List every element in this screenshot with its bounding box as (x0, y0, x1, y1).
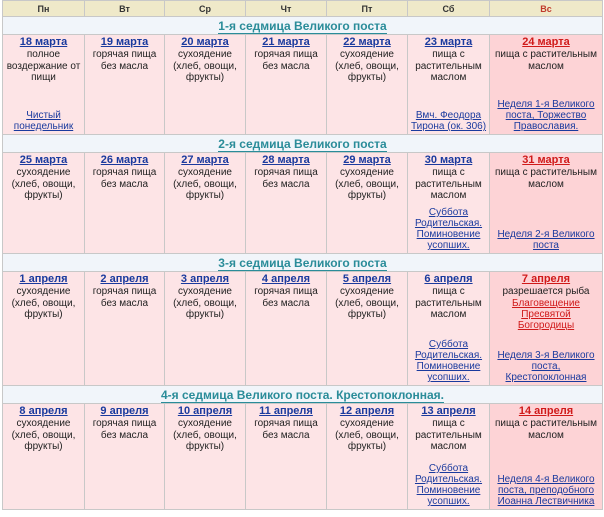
day-cell (327, 272, 408, 386)
commemoration-link[interactable]: Неделя 2-я Великого поста (497, 229, 595, 251)
day-cell (327, 404, 408, 510)
day-cell (246, 153, 327, 254)
food-rule: пища с растительным маслом (415, 418, 482, 452)
day-cell (490, 272, 603, 386)
food-rule: сухоядение (хлеб, овощи, фрукты) (11, 167, 76, 201)
food-rule: горячая пища без масла (254, 418, 318, 441)
day-date-link[interactable]: 26 марта (100, 154, 149, 166)
day-cell (408, 272, 490, 386)
day-cell (246, 404, 327, 510)
weekday-header: Ср (165, 1, 246, 17)
day-cell (3, 404, 85, 510)
day-date-link[interactable]: 8 апреля (19, 405, 68, 417)
food-rule: сухоядение (хлеб, овощи, фрукты) (11, 418, 76, 452)
food-rule: пища с растительным маслом (415, 49, 482, 83)
food-rule: сухоядение (хлеб, овощи, фрукты) (11, 286, 76, 320)
day-cell (408, 35, 490, 135)
week-title-row (3, 386, 603, 404)
day-date-link[interactable]: 27 марта (181, 154, 229, 166)
day-cell (165, 404, 246, 510)
day-date-link[interactable]: 30 марта (424, 154, 473, 166)
food-rule: горячая пища без масла (254, 286, 318, 309)
food-rule: горячая пища без масла (254, 49, 318, 72)
day-date-link[interactable]: 24 марта (522, 36, 570, 48)
food-rule: горячая пища без масла (254, 167, 318, 190)
food-rule: сухоядение (хлеб, овощи, фрукты) (335, 286, 399, 320)
day-cell (327, 35, 408, 135)
day-cell (246, 35, 327, 135)
commemoration-link[interactable]: Вмч. Феодора Тирона (ок. 306) (410, 110, 487, 132)
weekday-header-sunday: Вс (490, 1, 603, 17)
day-date-link[interactable]: 20 марта (181, 36, 229, 48)
food-rule: сухоядение (хлеб, овощи, фрукты) (173, 167, 237, 201)
food-rule: сухоядение (хлеб, овощи, фрукты) (335, 167, 399, 201)
day-date-link[interactable]: 31 марта (522, 154, 570, 166)
weekday-header: Сб (408, 1, 490, 17)
food-rule: сухоядение (хлеб, овощи, фрукты) (335, 49, 399, 83)
week-title[interactable]: 1-я седмица Великого поста (218, 18, 387, 33)
food-rule: горячая пища без масла (92, 167, 157, 190)
food-rule: горячая пища без масла (92, 286, 157, 309)
day-cell (3, 272, 85, 386)
day-cell (165, 272, 246, 386)
week-title-row (3, 254, 603, 272)
day-date-link[interactable]: 6 апреля (424, 273, 473, 285)
day-cell (85, 35, 165, 135)
day-date-link[interactable]: 4 апреля (261, 273, 311, 285)
weekday-header: Чт (246, 1, 327, 17)
day-cell (246, 272, 327, 386)
food-rule: пища с растительным маслом (495, 167, 597, 190)
day-date-link[interactable]: 12 апреля (339, 405, 395, 417)
food-rule: горячая пища без масла (92, 49, 157, 72)
day-date-link[interactable]: 23 марта (424, 36, 473, 48)
calendar-table (2, 0, 603, 510)
day-date-link[interactable]: 14 апреля (518, 405, 574, 417)
week-days-row (3, 272, 603, 386)
day-date-link[interactable]: 5 апреля (342, 273, 392, 285)
day-cell (408, 153, 490, 254)
food-rule: сухоядение (хлеб, овощи, фрукты) (173, 49, 237, 83)
food-rule: пища с растительным маслом (495, 49, 597, 72)
day-date-link[interactable]: 22 марта (343, 36, 391, 48)
food-rule: горячая пища без масла (92, 418, 157, 441)
day-date-link[interactable]: 29 марта (343, 154, 391, 166)
day-date-link[interactable]: 9 апреля (100, 405, 149, 417)
day-date-link[interactable]: 21 марта (262, 36, 310, 48)
day-cell (3, 35, 85, 135)
day-date-link[interactable]: 7 апреля (521, 273, 571, 285)
day-cell (490, 35, 603, 135)
weekday-header: Пн (3, 1, 85, 17)
week-days-row (3, 153, 603, 254)
commemoration-link[interactable]: Суббота Родительская. Поминовение усопших. (414, 339, 483, 383)
day-date-link[interactable]: 13 апреля (421, 405, 476, 417)
day-cell (490, 404, 603, 510)
day-date-link[interactable]: 10 апреля (177, 405, 233, 417)
commemoration-link[interactable]: Неделя 4-я Великого поста, преподобного Иоанна Лествичника (497, 474, 595, 507)
week-title[interactable]: 4-я седмица Великого поста. Крестопоклонная. (160, 387, 444, 402)
day-date-link[interactable]: 2 апреля (100, 273, 149, 285)
weekday-header-row (3, 1, 603, 17)
day-cell (490, 153, 603, 254)
commemoration-link[interactable]: Суббота Родительская. Поминовение усопших. (414, 463, 483, 507)
day-date-link[interactable]: 25 марта (19, 154, 68, 166)
day-date-link[interactable]: 28 марта (262, 154, 310, 166)
food-rule: пища с растительным маслом (495, 418, 597, 441)
day-cell (165, 153, 246, 254)
week-title[interactable]: 2-я седмица Великого поста (218, 136, 387, 151)
week-title[interactable]: 3-я седмица Великого поста (218, 255, 387, 270)
day-cell (85, 272, 165, 386)
day-date-link[interactable]: 19 марта (100, 36, 149, 48)
day-cell (85, 153, 165, 254)
day-cell (327, 153, 408, 254)
day-cell (85, 404, 165, 510)
day-cell (408, 404, 490, 510)
commemoration-link[interactable]: Чистый понедельник (13, 110, 74, 132)
food-rule: сухоядение (хлеб, овощи, фрукты) (335, 418, 399, 452)
day-date-link[interactable]: 11 апреля (259, 405, 313, 417)
commemoration-link[interactable]: Неделя 1-я Великого поста, Торжество Православия. (497, 99, 595, 132)
commemoration-link[interactable]: Суббота Родительская. Поминовение усопших. (414, 207, 483, 251)
feast-link[interactable]: Благовещение Пресвятой Богородицы (512, 297, 580, 331)
week-title-row (3, 17, 603, 35)
food-rule: полное воздержание от пищи (6, 49, 81, 83)
day-date-link[interactable]: 1 апреля (19, 273, 68, 285)
day-date-link[interactable]: 3 апреля (180, 273, 230, 285)
food-rule: пища с растительным маслом (415, 167, 482, 201)
week-title-row (3, 135, 603, 153)
food-rule: пища с растительным маслом (415, 286, 482, 320)
week-days-row (3, 404, 603, 510)
weekday-header: Вт (85, 1, 165, 17)
day-date-link[interactable]: 18 марта (19, 36, 68, 48)
day-cell (3, 153, 85, 254)
day-cell (165, 35, 246, 135)
weekday-header: Пт (327, 1, 408, 17)
commemoration-link[interactable]: Неделя 3-я Великого поста, Крестопоклонная (497, 350, 595, 383)
food-rule: сухоядение (хлеб, овощи, фрукты) (173, 286, 237, 320)
food-rule: разрешается рыба (502, 286, 590, 297)
week-days-row (3, 35, 603, 135)
food-rule: сухоядение (хлеб, овощи, фрукты) (173, 418, 237, 452)
